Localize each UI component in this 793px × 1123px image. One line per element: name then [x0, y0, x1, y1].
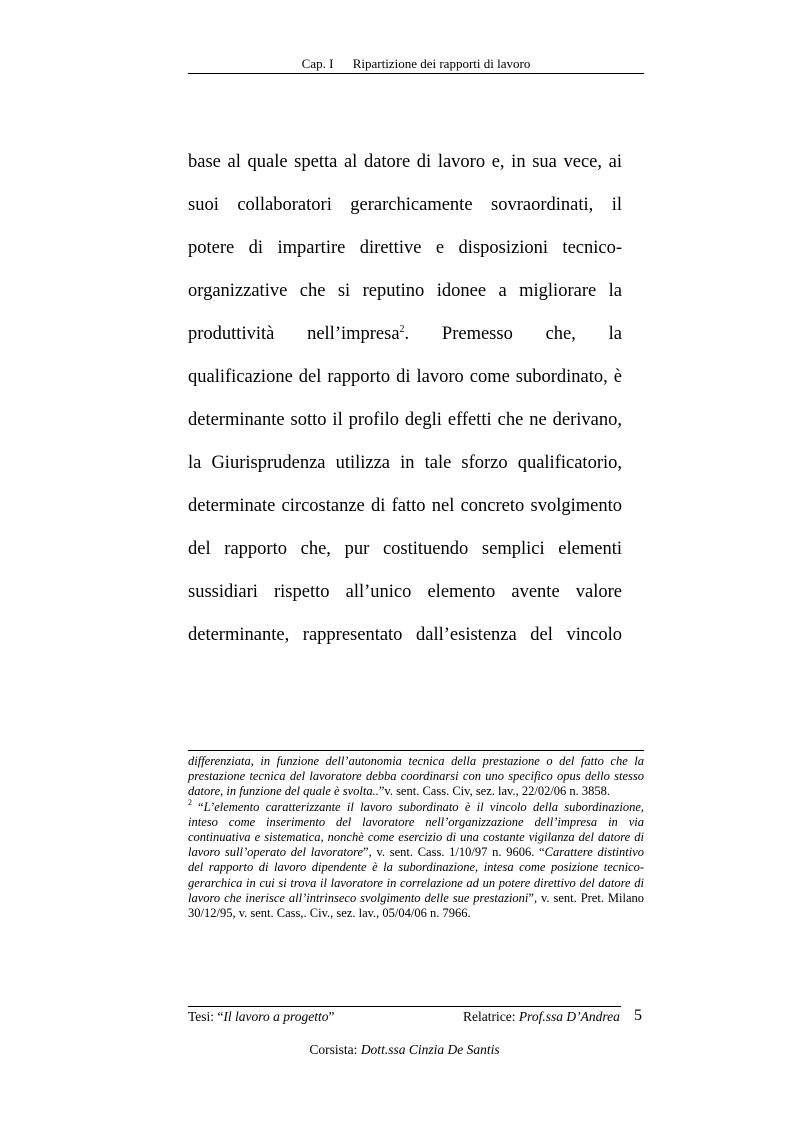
main-text	[188, 141, 622, 657]
word: nell’impresa	[307, 324, 400, 344]
footnote-citation: ”v. sent. Cass. Civ, sez. lav., 22/02/06 n. 3858.	[378, 784, 611, 799]
body-line: la Giurisprudenza utilizza in tale sforzo qualificatorio,	[188, 453, 622, 473]
footnote-italic: L’elemento caratterizzante il lavoro subordinato è il vincolo della subordinazione, inteso come inserimento del lavoratore nell’organizzazione dell’impresa in via continuativa e sistematica, nonchè come esercizio di una costante vigilanza del datore di lavoro sull’operato del lavoratore	[188, 799, 644, 860]
footer-student	[188, 1042, 621, 1058]
body-line: potere di impartire direttive e disposizioni tecnico-	[188, 238, 622, 258]
body-line: determinante sotto il profilo degli effetti che ne derivano,	[188, 410, 622, 430]
word: Premesso	[441, 324, 513, 344]
footnote-citation: ”, v. sent. Cass. 1/10/97 n. 9606. “	[363, 845, 545, 860]
footer-thesis	[188, 1009, 335, 1025]
word: che,	[545, 324, 576, 344]
student-name: Dott.ssa Cinzia De Santis	[360, 1042, 500, 1057]
footer-supervisor	[463, 1009, 620, 1025]
footnote-2	[188, 800, 644, 922]
word: la	[608, 324, 623, 344]
body-line: del rapporto che, pur costituendo semplici elementi	[188, 539, 622, 559]
thesis-close-quote: ”	[328, 1009, 335, 1024]
footnotes	[188, 754, 644, 921]
body-line: determinante, rappresentato dall’esistenza del vincolo	[188, 625, 622, 645]
footnote-ref[interactable]: 2	[399, 323, 405, 335]
footnote-continued	[188, 754, 644, 800]
body-line: sussidiari rispetto all’unico elemento avente valore	[188, 582, 622, 602]
body-line: suoi collaboratori gerarchicamente sovraordinati, il	[188, 195, 622, 215]
footnote-number: 2	[188, 798, 192, 808]
running-header	[188, 56, 644, 72]
footer-divider	[188, 1006, 621, 1007]
footnote-italic: differenziata, in funzione dell’autonomia tecnica della prestazione o del fatto che la prestazione tecnica del lavoratore debba coordinarsi con uno specifico opus dello stesso datore, in funzione del quale è svolta..	[188, 754, 644, 799]
supervisor-name: Prof.ssa D’Andrea	[518, 1009, 620, 1024]
footnote-quote: “	[198, 799, 204, 814]
thesis-label: Tesi: “	[188, 1009, 224, 1024]
punctuation: .	[404, 324, 410, 344]
header-divider	[188, 73, 644, 74]
word: produttività	[188, 324, 275, 344]
footnote-divider	[188, 750, 644, 751]
body-line: organizzative che si reputino idonee a migliorare la	[188, 281, 622, 301]
body-line: determinate circostanze di fatto nel concreto svolgimento	[188, 496, 622, 516]
footnote-italic: Carattere distintivo del rapporto di lavoro dipendente è la subordinazione, intesa come posizione tecnico-gerarchica in cui si trova il lavoratore in correlazione ad un potere direttivo del datore di lavoro che inerisce all’intrinseco svolgimento delle sue prestazioni	[188, 845, 645, 905]
footnote-citation: ”, v. sent. Pret. Milano 30/12/95, v. sent. Cass,. Civ., sez. lav., 05/04/06 n. 7966.	[188, 890, 644, 921]
supervisor-label: Relatrice:	[463, 1009, 519, 1024]
body-line: base al quale spetta al datore di lavoro e, in sua vece, ai	[188, 152, 622, 172]
body-line-with-footnote	[188, 313, 622, 356]
student-label: Corsista:	[309, 1042, 361, 1057]
thesis-title: Il lavoro a progetto	[223, 1009, 329, 1024]
page-number: 5	[634, 1007, 642, 1024]
body-line: qualificazione del rapporto di lavoro come subordinato, è	[188, 367, 622, 387]
chapter-title: Ripartizione dei rapporti di lavoro	[352, 56, 531, 71]
chapter-label: Cap. I	[301, 56, 334, 71]
